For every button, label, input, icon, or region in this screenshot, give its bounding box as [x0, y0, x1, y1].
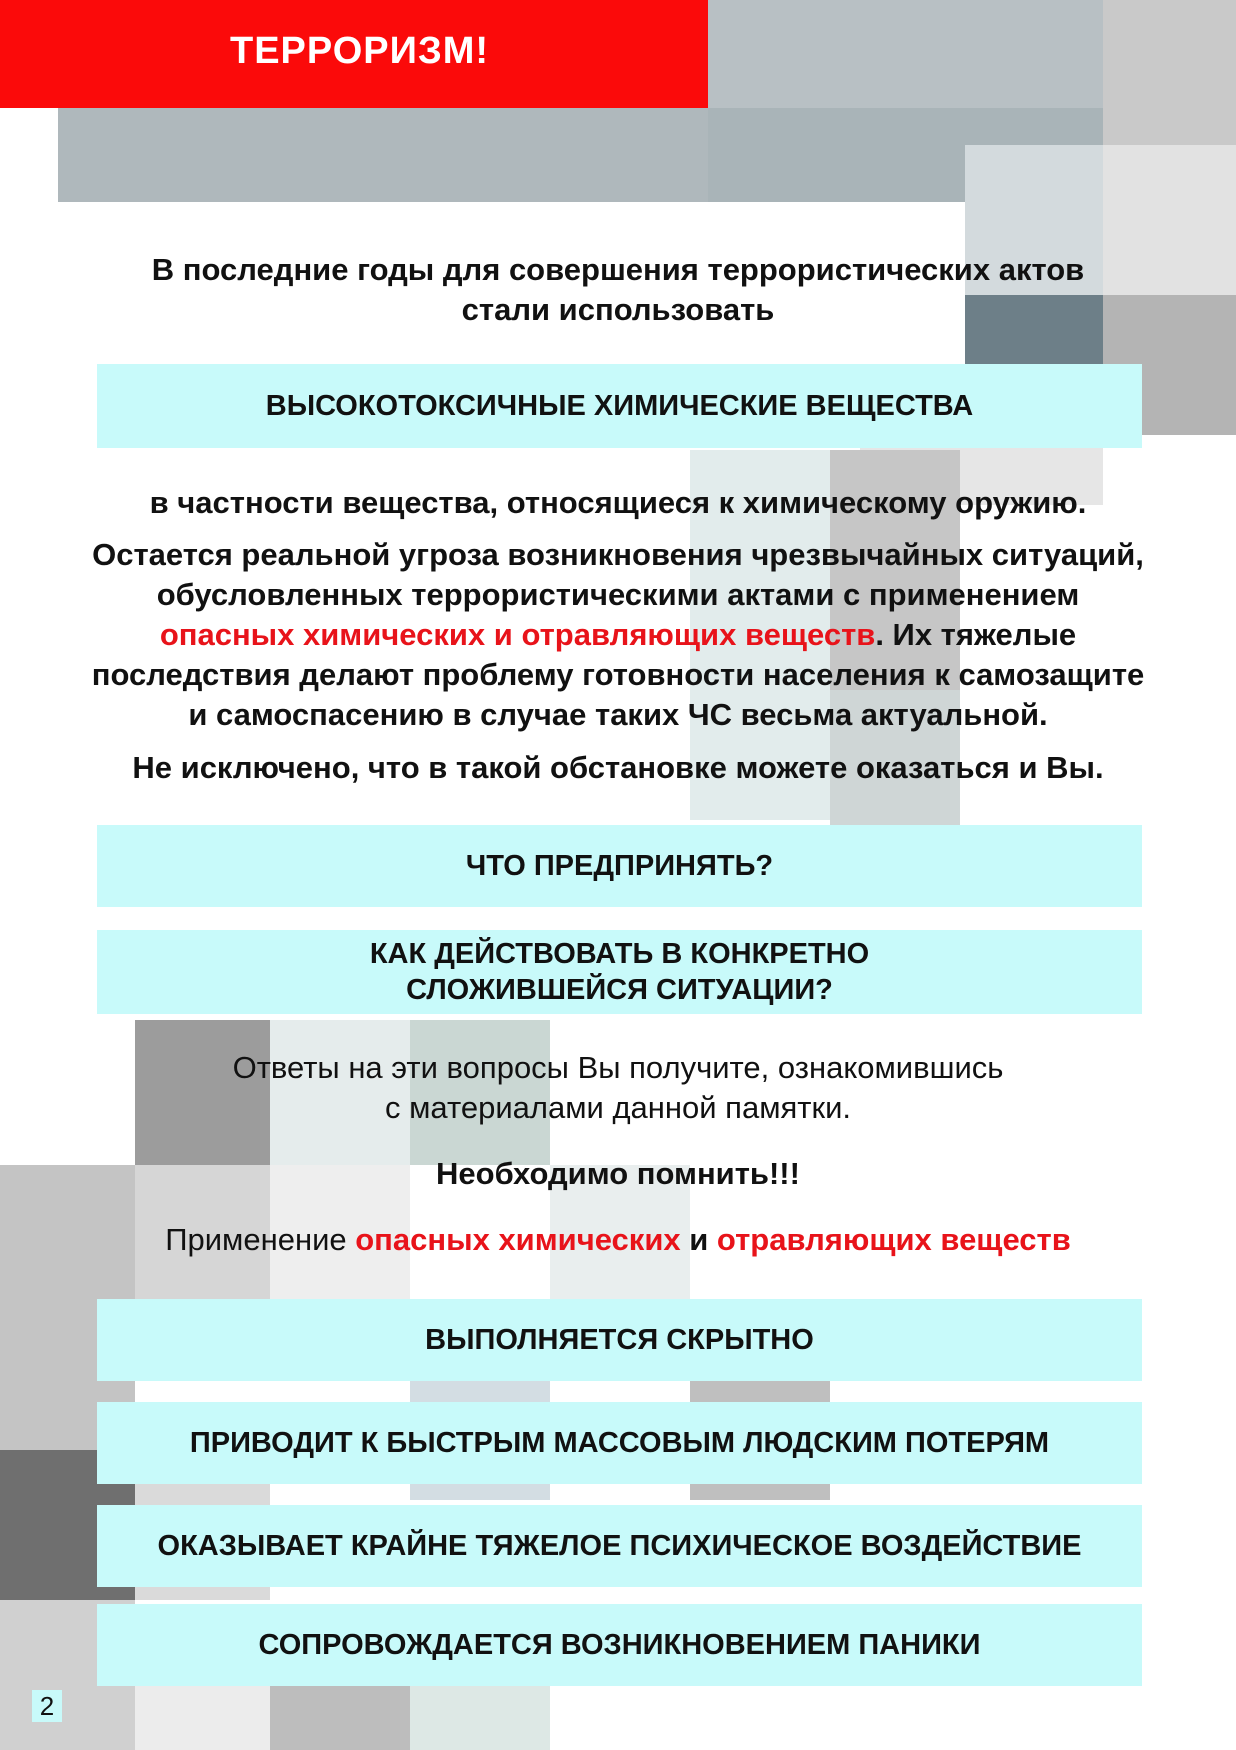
chem-weapon-line: в частности вещества, относящиеся к химическому оружию. [149, 485, 1087, 520]
usage-line [0, 1220, 1236, 1260]
band-how-line-1: КАК ДЕЙСТВОВАТЬ В КОНКРЕТНО [369, 938, 870, 970]
threat-line-1: Остается реальной угроза возникновения чрезвычайных ситуаций, [92, 537, 1144, 572]
page-number: 2 [32, 1690, 62, 1722]
fact-band-1: ВЫПОЛНЯЕТСЯ СКРЫТНО [97, 1299, 1142, 1381]
usage-prefix: Применение [165, 1222, 356, 1257]
threat-red-phrase: опасных химических и отравляющих веществ [159, 617, 876, 652]
answers-line-2: с материалами данной памятки. [385, 1090, 851, 1125]
band-toxic-substances: ВЫСОКОТОКСИЧНЫЕ ХИМИЧЕСКИЕ ВЕЩЕСТВА [97, 364, 1142, 448]
fact-band-2: ПРИВОДИТ К БЫСТРЫМ МАССОВЫМ ЛЮДСКИМ ПОТЕРЯМ [97, 1402, 1142, 1484]
intro-line-1: В последние годы для совершения террористических актов [151, 252, 1085, 287]
threat-line-2: обусловленных террористическими актами с применением [156, 577, 1080, 612]
band-how-line-2: СЛОЖИВШЕЙСЯ СИТУАЦИИ? [406, 974, 833, 1006]
threat-line-4: последствия делают проблему готовности населения к самозащите [91, 657, 1145, 692]
fact-band-4: СОПРОВОЖДАЕТСЯ ВОЗНИКНОВЕНИЕМ ПАНИКИ [97, 1604, 1142, 1686]
threat-line-5: и самоспасению в случае таких ЧС весьма актуальной. [188, 697, 1048, 732]
threat-line-3 [0, 615, 1236, 655]
usage-middle: и [680, 1222, 717, 1257]
header-title: ТЕРРОРИЗМ! [230, 30, 490, 72]
fact-band-3: ОКАЗЫВАЕТ КРАЙНЕ ТЯЖЕЛОЕ ПСИХИЧЕСКОЕ ВОЗДЕЙСТВИЕ [97, 1505, 1142, 1587]
answers-line-1: Ответы на эти вопросы Вы получите, ознакомившись [232, 1050, 1004, 1085]
band-how-to-act [97, 930, 1142, 1014]
not-excluded-line: Не исключено, что в такой обстановке можете оказаться и Вы. [132, 750, 1104, 785]
intro-line-2: стали использовать [461, 292, 775, 327]
threat-line-3-rest: . Их тяжелые [875, 617, 1077, 652]
band-what-to-do: ЧТО ПРЕДПРИНЯТЬ? [97, 825, 1142, 907]
remember-heading: Необходимо помнить!!! [436, 1156, 800, 1191]
usage-red-1: опасных химических [355, 1222, 681, 1257]
header-banner [0, 0, 708, 108]
usage-red-2: отравляющих веществ [716, 1222, 1071, 1257]
